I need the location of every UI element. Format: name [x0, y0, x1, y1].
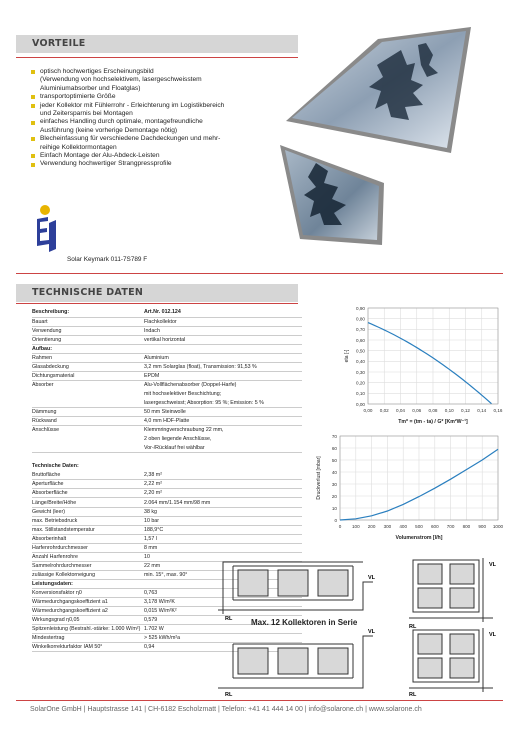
x-axis-label: Volumenstrom [l/h]: [395, 535, 443, 541]
spec-label: Absorberfläche: [32, 489, 144, 498]
x-tick-label: 100: [351, 524, 360, 529]
spec-label: zulässige Kollektorneigung: [32, 570, 144, 579]
spec-label: Sammelrohrdurchmesser: [32, 561, 144, 570]
x-tick-label: 600: [430, 524, 439, 529]
spec-row: [32, 335, 302, 344]
spec-value: 10 bar: [144, 516, 302, 525]
spec-value: mit hochselektiver Beschichtung;: [144, 390, 222, 397]
y-axis-label: eta [-]: [344, 349, 350, 363]
spec-row: [32, 471, 302, 480]
spec-label: max. Stillstandstemperatur: [32, 525, 144, 534]
vl-label: VL: [489, 632, 497, 638]
spec-label: Anzahl Harfenrohre: [32, 552, 144, 561]
spec-value: 38 kg: [144, 507, 302, 516]
y-tick-label: 10: [331, 505, 337, 511]
x-tick-label: 900: [478, 524, 487, 529]
spec-label: Rahmen: [32, 353, 144, 362]
feature-list: [30, 68, 298, 169]
spec-value: 3,2 mm Solarglas (float), Transmission: 91,53 %: [144, 362, 302, 371]
spec-label: Rückwand: [32, 417, 144, 426]
feature-item: Verwendung hochwertiger Strangpressprofile: [30, 160, 298, 168]
feature-item: (Verwendung von hochselektivem, lasergeschweisstem: [40, 76, 202, 84]
spec-row: [32, 380, 302, 389]
rl-label: RL: [225, 616, 233, 622]
spec-value: 2,38 m²: [144, 471, 302, 480]
spec-value: 1,57 l: [144, 534, 302, 543]
feature-item: jeder Kollektor mit Fühlerrohr - Erleichterung im Logistikbereich: [30, 102, 298, 110]
y-tick-label: 0,10: [356, 391, 365, 397]
x-tick-label: 0,14: [477, 408, 487, 413]
spec-row: [32, 534, 302, 543]
spec-row: [32, 480, 302, 489]
spec-label: Absorberinhalt: [32, 534, 144, 543]
spec-label: Wärmedurchgangskoeffizient a1: [32, 598, 144, 607]
spec-label: Länge/Breite/Höhe: [32, 498, 144, 507]
x-tick-label: 1000: [492, 524, 504, 529]
x-tick-label: 300: [383, 524, 392, 529]
x-tick-label: 500: [415, 524, 423, 529]
y-tick-label: 20: [331, 493, 337, 499]
spec-label: Leistungsdaten:: [32, 579, 144, 588]
spec-row: [32, 389, 302, 398]
spec-label: Dichtungsmaterial: [32, 371, 144, 380]
spec-value: 0,763: [144, 588, 302, 597]
spec-value: > 525 kWh/m²a: [144, 634, 302, 643]
pressure-drop-chart: [306, 430, 506, 550]
feature-item: einfaches Handling durch optimale, montagefreundliche: [30, 118, 298, 126]
spec-value: 0,015 W/m²K²: [144, 607, 302, 616]
spec-label: Technische Daten:: [32, 463, 79, 470]
x-tick-label: 0,00: [363, 408, 373, 413]
feature-item: Blecheinfassung für verschiedene Dachdeckungen und mehr-: [30, 135, 298, 143]
spec-row: [32, 516, 302, 525]
feature-item: optisch hochwertiges Erscheinungsbild: [30, 68, 298, 76]
spec-value: Aluminium: [144, 353, 302, 362]
spec-value: 8 mm: [144, 543, 302, 552]
y-tick-label: 60: [331, 445, 337, 451]
y-tick-label: 0,20: [356, 380, 365, 386]
spec-row: [32, 435, 302, 444]
footer-text: SolarOne GmbH | Hauptstrasse 141 | CH-6182 Escholzmatt | Telefon: +41 41 444 14 00 | info@solarone.ch | www.solarone.ch: [30, 706, 422, 713]
vl-label: VL: [368, 575, 376, 581]
y-tick-label: 0,40: [356, 359, 365, 365]
vorteile-heading: VORTEILE: [16, 35, 298, 53]
vl-label: VL: [489, 562, 497, 568]
spec-label: Spitzenleistung (Bestrahl.-stärke: 1.000 W/m²): [32, 625, 144, 634]
divider: [16, 303, 298, 304]
spec-row: [32, 417, 302, 426]
x-tick-label: 0,06: [412, 408, 422, 413]
rl-label: RL: [225, 692, 233, 698]
spec-value: 50 mm Steinwolle: [144, 408, 302, 417]
spec-label: Aufbau:: [32, 344, 144, 353]
spec-row: [32, 317, 302, 326]
spec-value: [144, 453, 302, 462]
spec-label: Verwendung: [32, 326, 144, 335]
divider: [16, 700, 503, 701]
rl-label: RL: [409, 624, 417, 630]
spec-value: [144, 462, 302, 471]
x-tick-label: 400: [399, 524, 408, 529]
spec-label: Dämmung: [32, 408, 144, 417]
spec-value: Vor-/Rücklauf frei wählbar: [144, 444, 302, 453]
feature-item: reihige Kollektormontagen: [40, 143, 117, 151]
spec-label: [32, 389, 144, 398]
spec-row: [32, 344, 302, 353]
spec-value: 2,20 m²: [144, 489, 302, 498]
spec-label: [32, 444, 144, 453]
y-axis-label: Druckverlust [mbar]: [316, 456, 322, 500]
spec-label: Glasabdeckung: [32, 362, 144, 371]
spec-row: [32, 498, 302, 507]
feature-item: Ausführung (keine vorherige Demontage nötig): [40, 126, 178, 134]
spec-value: 4,0 mm HDF-Platte: [144, 417, 302, 426]
spec-row: [32, 462, 302, 471]
x-tick-label: 0: [338, 524, 342, 529]
spec-row: [32, 489, 302, 498]
x-tick-label: 0,16: [493, 408, 503, 413]
spec-row: [32, 525, 302, 534]
divider: [16, 273, 503, 274]
y-tick-label: 0,60: [356, 337, 365, 343]
spec-label: Orientierung: [32, 335, 144, 344]
spec-value: EPDM: [144, 371, 302, 380]
spec-row: [32, 507, 302, 516]
spec-label: max. Betriebsdruck: [32, 516, 144, 525]
diagram-caption: Max. 12 Kollektoren in Serie: [251, 618, 358, 627]
spec-value: 2.064 mm/1.154 mm/98 mm: [144, 498, 302, 507]
spec-value: 22 mm: [144, 561, 302, 570]
collector-row-top: [218, 562, 373, 614]
x-tick-label: 0,04: [396, 408, 405, 413]
collector-stack-right-top: [409, 558, 493, 622]
spec-value: Art.Nr. 012.124: [144, 308, 302, 317]
y-tick-label: 0,90: [356, 305, 365, 311]
x-tick-label: 0,08: [428, 408, 438, 413]
solar-keymark-logo: [34, 205, 60, 257]
spec-row: [32, 362, 302, 371]
feature-item: Aluminiumabsorber und Floatglas): [40, 84, 141, 92]
spec-value: min. 15°, max. 90°: [144, 570, 302, 579]
spec-label: Winkelkorrekturfaktor IAM 50°: [32, 643, 144, 652]
y-tick-label: 70: [331, 433, 337, 439]
divider: [16, 57, 298, 58]
spec-label: Gewicht (leer): [32, 507, 144, 516]
x-tick-label: 0,12: [461, 408, 470, 413]
spec-row: [32, 371, 302, 380]
x-tick-label: 0,02: [379, 408, 389, 413]
y-tick-label: 40: [331, 469, 337, 475]
footer: [0, 700, 519, 731]
y-tick-label: 0,80: [356, 316, 365, 322]
feature-item: Einfach Montage der Alu-Abdeck-Leisten: [30, 152, 298, 160]
spec-value: 188,9°C: [144, 525, 302, 534]
spec-value: 0,94: [144, 643, 302, 652]
spec-value: Alu-Vollflächenabsorber (Doppel-Harfe): [144, 382, 237, 389]
tech-heading: TECHNISCHE DATEN: [16, 284, 298, 302]
spec-label: Wärmedurchgangskoeffizient a2: [32, 607, 144, 616]
rl-label: RL: [409, 692, 417, 698]
spec-row: [32, 353, 302, 362]
spec-value: 3,178 W/m²K: [144, 598, 302, 607]
spec-row: [32, 308, 302, 317]
spec-label: Harfenrohrdurchmesser: [32, 543, 144, 552]
spec-label: Wirkungsgrad η0,05: [32, 616, 144, 625]
spec-label: Bruttofläche: [32, 471, 144, 480]
spec-label: [32, 453, 144, 462]
spec-value: Flachkollektor: [144, 317, 302, 326]
x-tick-label: 700: [446, 524, 455, 529]
spec-value: 0,579: [144, 616, 302, 625]
spec-row: [32, 398, 302, 407]
series-line: [368, 323, 492, 404]
spec-value: vertikal horizontal: [144, 335, 302, 344]
y-tick-label: 50: [331, 457, 337, 463]
spec-value: 2,22 m²: [144, 480, 302, 489]
spec-label: Mindestertrag: [32, 634, 144, 643]
y-tick-label: 0,30: [356, 369, 365, 375]
keymark-text: Solar Keymark 011-7S789 F: [67, 256, 148, 263]
feature-item: und Zeitersparnis bei Montagen: [40, 110, 133, 118]
spec-label: Bauart: [32, 317, 144, 326]
x-tick-label: 0,10: [444, 408, 454, 413]
spec-row: [32, 543, 302, 552]
spec-value: Indach: [144, 326, 302, 335]
collector-row-bottom: [218, 636, 373, 688]
spec-row: [32, 408, 302, 417]
spec-row: [32, 453, 302, 462]
spec-row: [32, 426, 302, 435]
hydraulic-diagram: [213, 552, 508, 698]
spec-row: [32, 326, 302, 335]
spec-value: lasergeschweisst; Absorption: 95 %; Emission: 5 %: [144, 398, 302, 407]
x-tick-label: 200: [367, 524, 376, 529]
spec-label: [32, 398, 144, 407]
spec-label: [32, 435, 144, 444]
spec-label: Beschreibung:: [32, 308, 144, 317]
spec-label: Aperturfläche: [32, 480, 144, 489]
collector-stack-right-bottom: [409, 628, 493, 692]
spec-value: 10: [144, 552, 302, 561]
spec-label: Absorber: [32, 382, 54, 389]
spec-label: Anschlüsse: [32, 427, 60, 434]
y-tick-label: 0,00: [356, 401, 365, 407]
collector-panel-image-bottom: [276, 143, 388, 248]
collector-panel-image-top: [283, 25, 473, 160]
spec-row: [32, 444, 302, 453]
x-tick-label: 800: [462, 524, 471, 529]
spec-value: Klemmringverschraubung 22 mm,: [144, 427, 224, 434]
spec-value: 1.702 W: [144, 625, 302, 634]
y-tick-label: 30: [331, 481, 337, 487]
x-axis-label: Tm* = (tm - ta) / G* [Km²W⁻¹]: [398, 419, 468, 425]
efficiency-chart: [306, 300, 506, 430]
spec-value: [144, 344, 302, 353]
vl-label: VL: [368, 629, 376, 635]
y-tick-label: 0,70: [356, 327, 365, 333]
feature-item: transportoptimierte Größe: [30, 93, 298, 101]
y-tick-label: 0,50: [356, 348, 365, 354]
spec-label: Konversionsfaktor η0: [32, 588, 144, 597]
spec-value: 2 oben liegende Anschlüsse,: [144, 436, 212, 443]
y-tick-label: 0: [334, 517, 337, 523]
